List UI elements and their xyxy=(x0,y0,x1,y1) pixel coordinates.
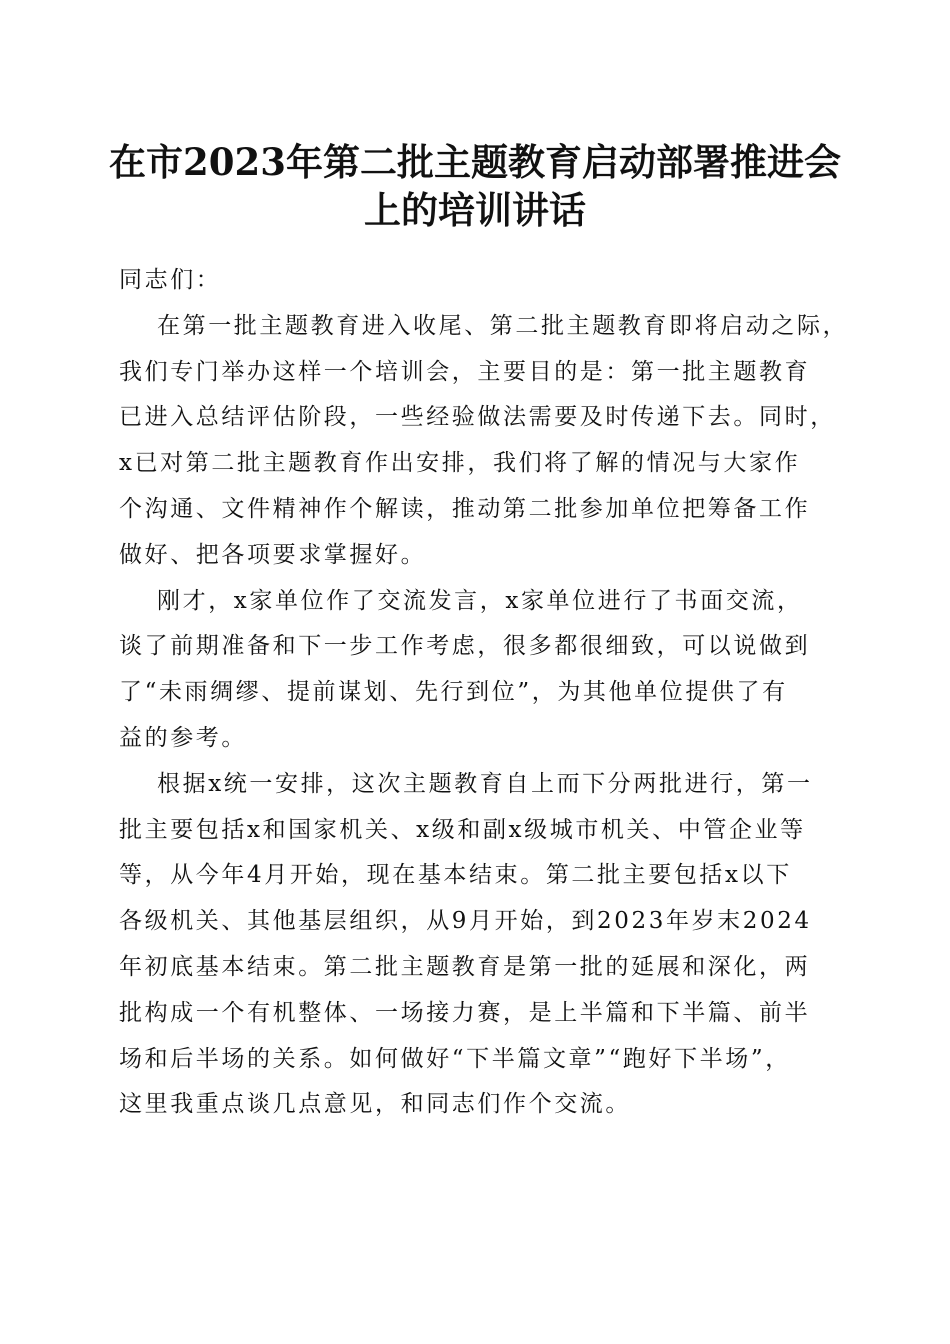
paragraph-line: 已进入总结评估阶段，一些经验做法需要及时传递下去。同时， xyxy=(119,404,836,431)
paragraph-line: 场和后半场的关系。如何做好“下半篇文章”“跑好下半场”， xyxy=(119,1045,791,1072)
paragraph-line: 谈了前期准备和下一步工作考虑，很多都很细致，可以说做到 xyxy=(119,633,811,660)
paragraph-3 xyxy=(119,762,839,1128)
title-line-1: 在市2023年第二批主题教育启动部署推进会 xyxy=(109,140,841,184)
paragraph-line: 我们专门举办这样一个培训会，主要目的是：第一批主题教育 xyxy=(119,358,811,385)
paragraph-line: 做好、把各项要求掌握好。 xyxy=(119,541,427,568)
paragraph-line: 年初底基本结束。第二批主题教育是第一批的延展和深化，两 xyxy=(119,953,811,980)
paragraph-line: 了“未雨绸缪、提前谋划、先行到位”，为其他单位提供了有 xyxy=(119,679,788,706)
salutation: 同志们： xyxy=(119,267,222,293)
paragraph-line: 根据x统一安排，这次主题教育自上而下分两批进行，第一 xyxy=(157,770,813,797)
paragraph-line: x已对第二批主题教育作出安排，我们将了解的情况与大家作 xyxy=(119,450,801,477)
title-line-2: 上的培训讲话 xyxy=(364,188,586,232)
document-body xyxy=(119,258,849,1128)
paragraph-2 xyxy=(119,579,839,762)
paragraph-line: 这里我重点谈几点意见，和同志们作个交流。 xyxy=(119,1091,631,1118)
paragraph-line: 刚才，x家单位作了交流发言，x家单位进行了书面交流， xyxy=(157,587,803,614)
paragraph-line: 各级机关、其他基层组织，从9月开始，到2023年岁末2024 xyxy=(119,908,812,935)
paragraph-line: 在第一批主题教育进入收尾、第二批主题教育即将启动之际， xyxy=(157,312,849,339)
paragraph-line: 批构成一个有机整体、一场接力赛，是上半篇和下半篇、前半 xyxy=(119,999,811,1026)
document-title xyxy=(100,138,850,234)
paragraph-1 xyxy=(119,304,849,579)
paragraph-line: 益的参考。 xyxy=(119,724,247,751)
paragraph-line: 个沟通、文件精神作个解读，推动第二批参加单位把筹备工作 xyxy=(119,495,811,522)
paragraph-line: 等，从今年4月开始，现在基本结束。第二批主要包括x以下 xyxy=(119,862,792,889)
paragraph-line: 批主要包括x和国家机关、x级和副x级城市机关、中管企业等 xyxy=(119,816,806,843)
